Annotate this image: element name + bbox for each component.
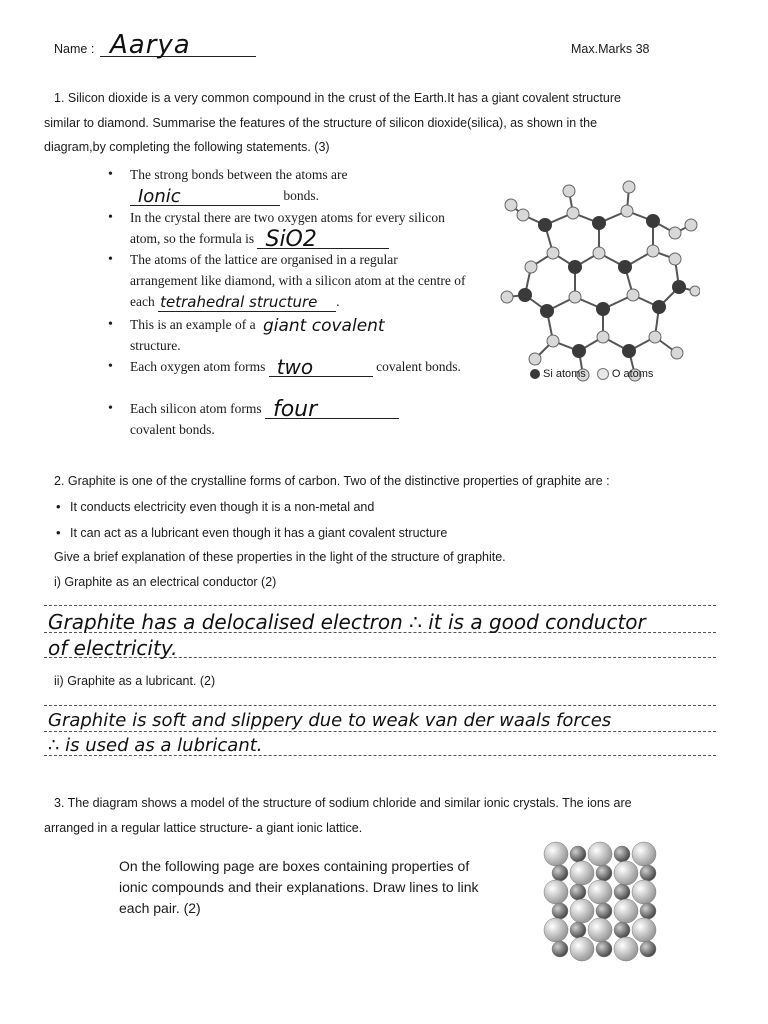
chloride-ion: [614, 899, 638, 923]
q1-line-2: similar to diamond. Summarise the features of the structure of silicon dioxide(silica), as shown in the: [44, 116, 598, 130]
sodium-ion: [596, 941, 612, 957]
q1-statement-1: • The strong bonds between the atoms are Ionic bonds.: [108, 164, 468, 207]
sodium-ion: [596, 865, 612, 881]
q2-property-list: [56, 500, 447, 552]
o-atom-legend-icon: [597, 368, 609, 380]
lattice-ions: [544, 842, 656, 961]
sodium-ion: [570, 846, 586, 862]
q3-instruction-box: On the following page are boxes containing properties of ionic compounds and their explanations. Draw lines to link each pair. (2): [119, 858, 479, 916]
name-label: Name :: [54, 42, 95, 56]
q2-part-ii-label: ii) Graphite as a lubricant. (2): [54, 674, 216, 688]
chloride-ion: [544, 842, 568, 866]
answer-blank-1[interactable]: [130, 188, 280, 206]
answer-blank-5[interactable]: [269, 355, 373, 379]
sodium-ion: [552, 903, 568, 919]
silica-legend: [530, 368, 653, 380]
q1-line-3: diagram,by completing the following statements. (3): [44, 140, 330, 154]
answer-i-handwritten-line-2[interactable]: of electricity.: [48, 636, 178, 660]
si-atom-legend-icon: [530, 369, 540, 379]
answer-i-handwritten-line-1[interactable]: Graphite has a delocalised electron ∴ it is a good conductor: [48, 610, 646, 634]
sodium-ion: [552, 865, 568, 881]
chloride-ion: [614, 937, 638, 961]
o-atoms-label: O atoms: [611, 368, 654, 380]
sodium-ion: [640, 865, 656, 881]
q2-part-i-label: i) Graphite as an electrical conductor (2): [54, 575, 277, 589]
sodium-ion: [570, 922, 586, 938]
chloride-ion: [632, 842, 656, 866]
answer-line: [44, 605, 716, 606]
q1-statement-5: • Each oxygen atom forms two covalent bonds.: [108, 356, 468, 398]
sodium-ion: [552, 941, 568, 957]
chloride-ion: [632, 918, 656, 942]
sodium-chloride-lattice-diagram: [540, 840, 665, 965]
answer-4-handwritten: giant covalent: [262, 316, 385, 336]
q1-statement-3: • The atoms of the lattice are organised in a regular arrangement like diamond, with a silicon atom at the centre of each tetrahedral structure .: [108, 249, 468, 314]
silica-structure-diagram: [495, 175, 700, 390]
silica-bonds: [507, 187, 695, 375]
answer-3-handwritten: tetrahedral structure: [160, 293, 318, 311]
answer-1-handwritten: Ionic: [138, 186, 181, 207]
answer-line: [44, 705, 716, 706]
sodium-ion: [640, 941, 656, 957]
chloride-ion: [588, 842, 612, 866]
chloride-ion: [544, 918, 568, 942]
name-handwritten: Aarya: [110, 30, 191, 60]
q3-line-2: arranged in a regular lattice structure- a giant ionic lattice.: [44, 821, 363, 835]
answer-blank-4[interactable]: [259, 318, 399, 335]
sodium-ion: [596, 903, 612, 919]
q2-property-1: • It conducts electricity even though it is a non-metal and: [56, 500, 447, 526]
q1-statement-4: • This is an example of a giant covalent structure.: [108, 314, 468, 356]
q1-line-1: 1. Silicon dioxide is a very common compound in the crust of the Earth.It has a giant covalent structure: [54, 91, 621, 105]
sodium-ion: [570, 884, 586, 900]
answer-6-handwritten: four: [272, 397, 318, 422]
q2-instruction: Give a brief explanation of these properties in the light of the structure of graphite.: [54, 550, 506, 564]
answer-5-handwritten: two: [276, 355, 314, 379]
sodium-ion: [614, 922, 630, 938]
max-marks: Max.Marks 38: [571, 42, 650, 56]
answer-blank-3[interactable]: [158, 294, 336, 312]
answer-ii-handwritten-line-1[interactable]: Graphite is soft and slippery due to weak van der waals forces: [48, 710, 612, 731]
chloride-ion: [588, 918, 612, 942]
sodium-ion: [614, 884, 630, 900]
chloride-ion: [570, 861, 594, 885]
q1-statement-list: [108, 164, 468, 440]
chloride-ion: [544, 880, 568, 904]
answer-line: [44, 731, 716, 732]
q2-intro: 2. Graphite is one of the crystalline forms of carbon. Two of the distinctive properties of graphite are :: [54, 474, 610, 488]
chloride-ion: [632, 880, 656, 904]
sodium-ion: [614, 846, 630, 862]
chloride-ion: [570, 899, 594, 923]
answer-blank-2[interactable]: [257, 227, 389, 252]
si-atoms-label: Si atoms: [543, 368, 586, 380]
chloride-ion: [588, 880, 612, 904]
chloride-ion: [570, 937, 594, 961]
answer-2-handwritten: SiO2: [265, 227, 317, 252]
sodium-ion: [640, 903, 656, 919]
chloride-ion: [614, 861, 638, 885]
q1-statement-2: • In the crystal there are two oxygen atoms for every silicon atom, so the formula is SiO2: [108, 207, 468, 249]
answer-ii-handwritten-line-2[interactable]: ∴ is used as a lubricant.: [48, 735, 263, 756]
q3-line-1: 3. The diagram shows a model of the structure of sodium chloride and similar ionic crystals. The ions are: [54, 796, 632, 810]
q2-property-2: • It can act as a lubricant even though it has a giant covalent structure: [56, 526, 447, 552]
q1-statement-6: • Each silicon atom forms four covalent bonds.: [108, 398, 468, 440]
silica-atoms: [501, 181, 700, 381]
answer-blank-6[interactable]: [265, 397, 399, 422]
